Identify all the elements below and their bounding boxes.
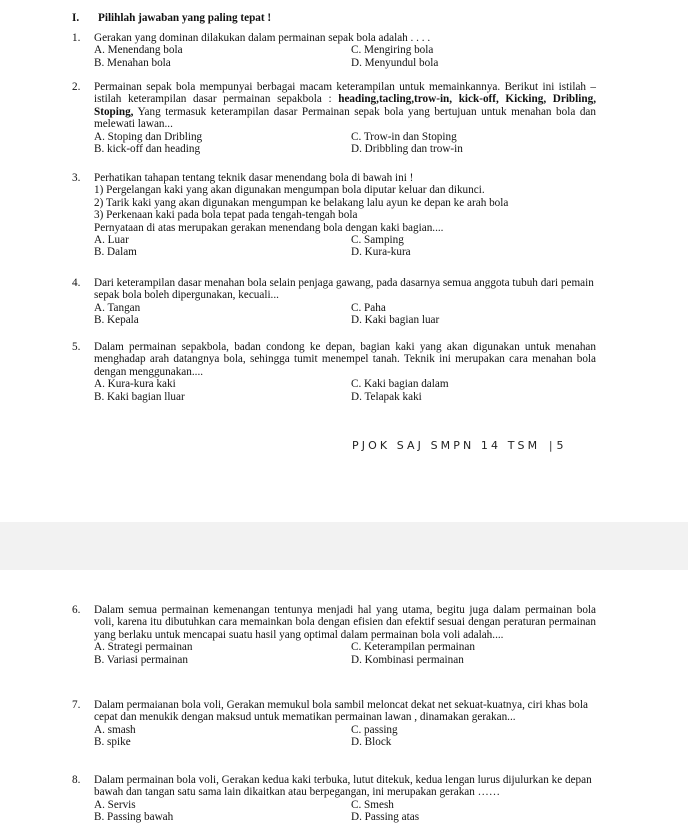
- option-d[interactable]: D. Dribbling dan trow-in: [351, 143, 463, 156]
- question-number: 2.: [72, 81, 81, 93]
- answer-options: [94, 234, 596, 259]
- option-d[interactable]: D. Passing atas: [351, 811, 420, 824]
- option-b[interactable]: B. Kaki bagian lluar: [94, 390, 185, 403]
- option-b[interactable]: B. spike: [94, 736, 131, 749]
- option-d[interactable]: D. Kura-kura: [351, 246, 411, 259]
- question-stem: Dalam permainan bola voli, Gerakan kedua kaki terbuka, lutut ditekuk, kedua lengan lurus dijulurkan ke depan bawah dan tangan satu sama lain dikaitkan atau berpegangan, ini merupakan gerakan ……: [94, 774, 592, 799]
- question-number: 3.: [72, 172, 81, 184]
- question-7: [72, 699, 596, 749]
- answer-options: [94, 641, 596, 666]
- option-b[interactable]: B. Dalam: [94, 246, 137, 259]
- option-c[interactable]: C. Trow-in dan Stoping: [351, 130, 457, 143]
- page-footer: [352, 440, 567, 452]
- step-item: 3) Perkenaan kaki pada bola tepat pada tengah-tengah bola: [94, 209, 358, 222]
- question-4: [72, 277, 596, 327]
- question-stem: Perhatikan tahapan tentang teknik dasar menendang bola di bawah ini !: [94, 172, 414, 184]
- section-title: Pilihlah jawaban yang paling tepat !: [98, 12, 272, 24]
- question-1: [72, 32, 596, 69]
- step-item: 1) Pergelangan kaki yang akan digunakan mengumpan bola diputar keluar dan dikunci.: [94, 184, 485, 197]
- question-number: 4.: [72, 277, 81, 289]
- option-a[interactable]: A. Menendang bola: [94, 44, 183, 57]
- option-a[interactable]: A. Strategi permainan: [94, 641, 193, 654]
- option-d[interactable]: D. Kombinasi permainan: [351, 653, 464, 666]
- step-list: [94, 184, 596, 221]
- question-stem: Dalam permaianan bola voli, Gerakan memukul bola sambil meloncat dekat net sekuat-kuatnya, ciri khas bola cepat dan menukik dengan maksud untuk mematikan permainan lawan , dinamakan gerakan...: [94, 699, 588, 724]
- answer-options: [94, 799, 596, 824]
- question-stem-2: Pernyataan di atas merupakan gerakan menendang bola dengan kaki bagian....: [94, 221, 444, 234]
- option-b[interactable]: B. Kepala: [94, 314, 139, 327]
- question-number: 6.: [72, 604, 81, 616]
- option-a[interactable]: A. Stoping dan Dribling: [94, 130, 203, 143]
- option-a[interactable]: A. Tangan: [94, 301, 141, 314]
- option-c[interactable]: C. passing: [351, 723, 398, 736]
- option-d[interactable]: D. Telapak kaki: [351, 390, 422, 403]
- stem-bold-terms: heading,tacling,trow-in, kick-off, Kicking, Dribling, Stoping,: [94, 93, 596, 118]
- option-d[interactable]: D. Kaki bagian luar: [351, 314, 440, 327]
- question-stem: Dari keterampilan dasar menahan bola selain penjaga gawang, pada dasarnya semua anggota tubuh dari pemain sepak bola boleh dipergunakan, kecuali...: [94, 277, 594, 302]
- answer-options: [94, 378, 596, 403]
- option-d[interactable]: D. Menyundul bola: [351, 56, 439, 69]
- question-stem: Dalam permainan sepakbola, badan condong ke depan, bagian kaki yang akan digunakan untuk menahan menghadap arah datangnya bola, sehingga tumit menempel tanah. Teknik ini merupakan cara menahan bola dengan menggunakan....: [94, 341, 596, 378]
- option-c[interactable]: C. Keterampilan permainan: [351, 641, 475, 654]
- page-number: 5: [556, 439, 567, 452]
- page-gap: [0, 522, 688, 570]
- option-c[interactable]: C. Mengiring bola: [351, 44, 434, 57]
- option-b[interactable]: B. kick-off dan heading: [94, 143, 201, 156]
- stem-text-end: Yang termasuk keterampilan dasar Permainan sepak bola yang bertujuan untuk menahan bola dan melewati lawan...: [94, 105, 596, 131]
- option-c[interactable]: C. Paha: [351, 301, 386, 314]
- question-stem: Dalam semua permainan kemenangan tentunya menjadi hal yang utama, begitu juga dalam permainan bola voli, karena itu dibutuhkan cara memainkan bola dengan efisien dan efektif sesuai dengan peraturan permainan yang berlaku untuk mencapai suatu hasil yang optimal dalam permainan bola voli adalah....: [94, 604, 596, 641]
- step-item: 2) Tarik kaki yang akan digunakan mengumpan ke belakang lalu ayun ke depan ke arah bola: [94, 196, 509, 209]
- option-d[interactable]: D. Block: [351, 736, 392, 749]
- question-3: [72, 172, 596, 259]
- option-c[interactable]: C. Smesh: [351, 798, 394, 811]
- option-a[interactable]: A. Servis: [94, 798, 136, 811]
- page-2: [0, 570, 688, 830]
- option-b[interactable]: B. Menahan bola: [94, 56, 171, 69]
- question-6: [72, 604, 596, 666]
- footer-separator: |: [548, 439, 553, 452]
- answer-options: [94, 724, 596, 749]
- option-b[interactable]: B. Variasi permainan: [94, 653, 188, 666]
- question-stem: Gerakan yang dominan dilakukan dalam permainan sepak bola adalah . . . .: [94, 32, 431, 44]
- section-number: I.: [72, 12, 80, 24]
- question-number: 5.: [72, 341, 81, 353]
- option-c[interactable]: C. Kaki bagian dalam: [351, 378, 449, 391]
- option-a[interactable]: A. smash: [94, 723, 136, 736]
- question-5: [72, 341, 596, 403]
- answer-options: [94, 131, 596, 156]
- option-c[interactable]: C. Samping: [351, 234, 404, 247]
- stem-text: Permainan sepak bola mempunyai berbagai macam keterampilan untuk memainkannya. Berikut ini istilah – istilah keterampilan dasar permainan sepakbola :: [94, 81, 596, 106]
- section-heading: [72, 12, 271, 24]
- answer-options: [94, 302, 596, 327]
- question-number: 8.: [72, 774, 81, 786]
- option-a[interactable]: A. Luar: [94, 234, 129, 247]
- footer-text: PJOK SAJ SMPN 14 TSM: [352, 439, 541, 452]
- question-stem: [94, 81, 596, 131]
- answer-options: [94, 44, 596, 69]
- question-number: 1.: [72, 32, 81, 44]
- option-a[interactable]: A. Kura-kura kaki: [94, 378, 176, 391]
- option-b[interactable]: B. Passing bawah: [94, 811, 174, 824]
- question-number: 7.: [72, 699, 81, 711]
- question-2: [72, 81, 596, 155]
- question-8: [72, 774, 596, 824]
